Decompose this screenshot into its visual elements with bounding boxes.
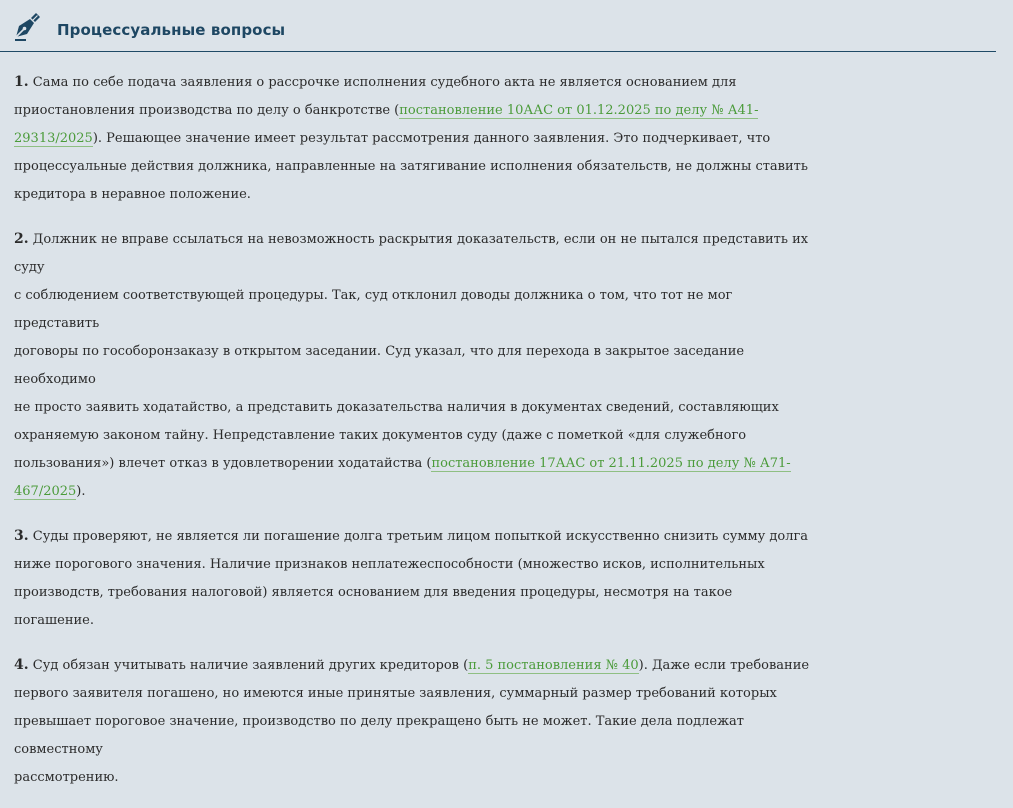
paragraph-number: 4. [14,657,29,673]
pen-nib-icon [12,9,44,41]
paragraph-1 [14,68,814,209]
paragraph-number: 3. [14,528,29,544]
paragraph-text: Сама по себе подача заявления о рассрочке исполнения судебного акта не является основанием для приостановления производства по делу о банкротстве ( [14,75,737,118]
paragraph-2 [14,225,814,506]
paragraph-text: ). Даже если требование первого заявителя погашено, но имеются иные принятые заявления, суммарный размер требований которых превышает пороговое значение, производство по делу прекращено быть не может. Такие дела подлежат совместному рассмотрению. [14,658,810,785]
paragraph-number: 2. [14,231,29,247]
resolution-link[interactable]: п. 5 постановления № 40 [468,658,639,673]
paragraph-text: ). Решающее значение имеет результат рассмотрения данного заявления. Это подчеркивает, что процессуальные действия должника, направленные на затягивание исполнения обязательств, не должны ставить кредитора в неравное положение. [14,131,808,202]
paragraph-text: Суды проверяют, не является ли погашение долга третьим лицом попыткой искусственно снизить сумму долга ниже порогового значения. Наличие признаков неплатежеспособности (множество исков, исполнительных производств, требования налоговой) является основанием для введения процедуры, несмотря на такое погашение. [14,529,809,628]
court-ruling-link[interactable]: постановление 17ААС от 21.11.2025 по делу № А71- 467/2025 [14,456,791,499]
paragraph-text: Суд обязан учитывать наличие заявлений других кредиторов ( [28,658,469,673]
content [14,68,814,808]
paragraph-number: 1. [14,74,29,90]
section-header [0,0,996,52]
paragraph-3 [14,522,814,635]
paragraph-4 [14,651,814,792]
paragraph-text: ). [76,484,86,499]
court-ruling-link[interactable]: постановление 10ААС от 01.12.2025 по делу № А41- 29313/2025 [14,103,759,146]
paragraph-text: Должник не вправе ссылаться на невозможность раскрытия доказательств, если он не пытался представить их суду с соблюдением соответствующей процедуры. Так, суд отклонил доводы должника о том, что тот не мог представить договоры по гособоронзаказу в открытом заседании. Суд указал, что для перехода в закрытое заседание необходимо не просто заявить ходатайство, а представить доказательства наличия в документах сведений, составляющих охраняемую законом тайну. Непредставление таких документов суду (даже с пометкой «для служебного пользования») влечет отказ в удовлетворении ходатайства ( [14,232,809,471]
page-title: Процессуальные вопросы [57,21,286,39]
